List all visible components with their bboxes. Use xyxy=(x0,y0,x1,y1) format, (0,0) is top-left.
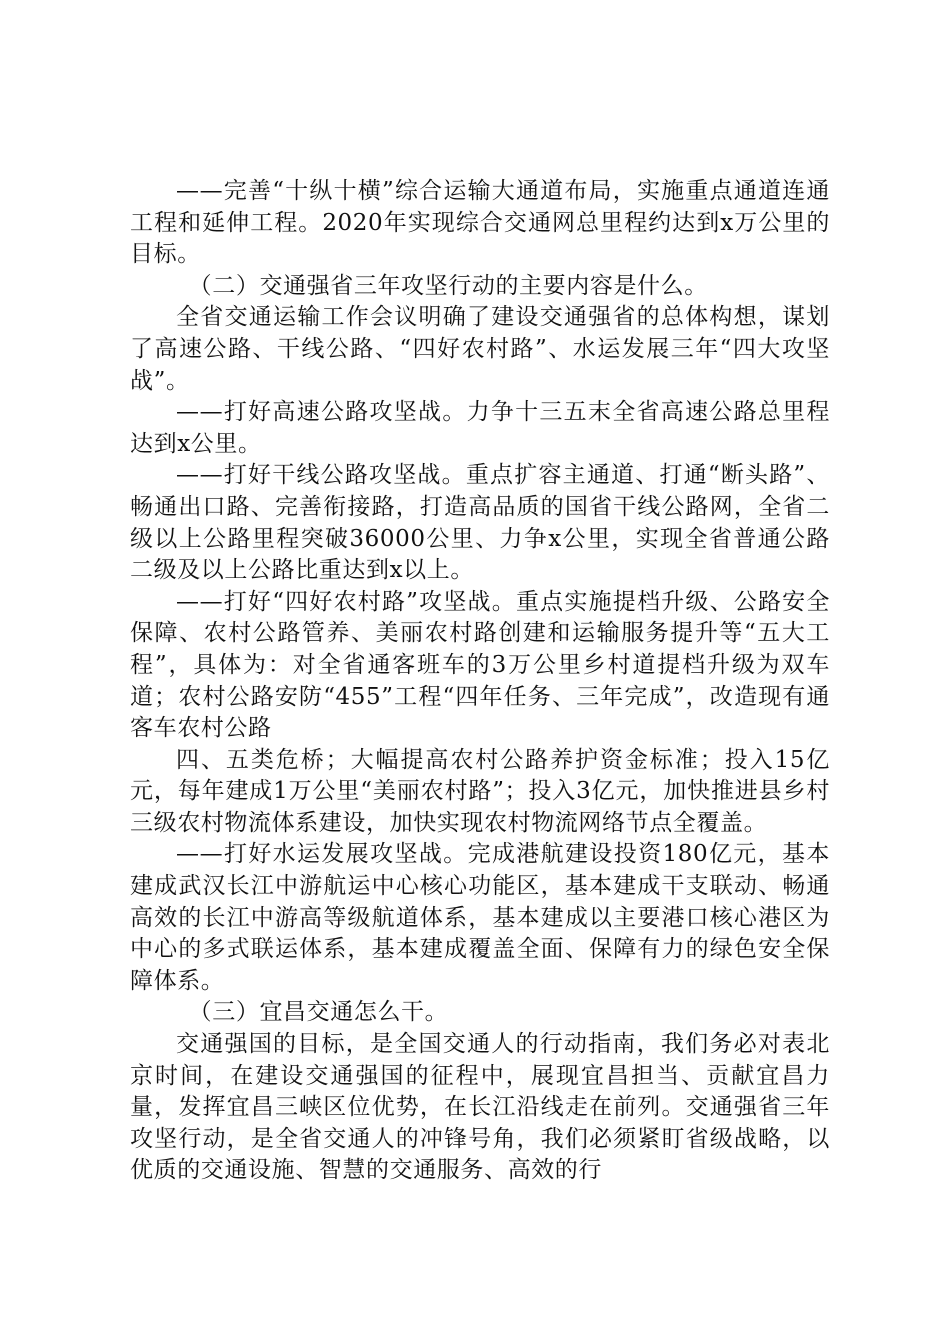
paragraph-yichang: 交通强国的目标，是全国交通人的行动指南，我们务必对表北京时间，在建设交通强国的征程中，展现宜昌担当、贡献宜昌力量，发挥宜昌三峡区位优势，在长江沿线走在前列。交通强省三年攻坚行动，是全省交通人的冲锋号角，我们必须紧盯省级战略，以优质的交通设施、智慧的交通服务、高效的行 xyxy=(130,1031,830,1184)
heading-section-two: （二）交通强省三年攻坚行动的主要内容是什么。 xyxy=(188,272,708,299)
paragraph-trunk-road: ——打好干线公路攻坚战。重点扩容主通道、打通“断头路”、畅通出口路、完善衔接路，打造高品质的国省干线公路网，全省二级以上公路里程突破36000公里、力争x公里，实现全省普通公路二级及以上公路比重达到x以上。 xyxy=(130,462,830,584)
paragraph-rural-road-continued: 四、五类危桥；大幅提高农村公路养护资金标准；投入15亿元，每年建成1万公里“美丽农村路”；投入3亿元，加快推进县乡村三级农村物流体系建设，加快实现农村物流网络节点全覆盖。 xyxy=(130,746,830,836)
paragraph-waterway: ——打好水运发展攻坚战。完成港航建设投资180亿元，基本建成武汉长江中游航运中心核心功能区，基本建成干支联动、畅通高效的长江中游高等级航道体系，基本建成以主要港口核心港区为中心的多式联运体系，基本建成覆盖全面、保障有力的绿色安全保障体系。 xyxy=(130,841,830,994)
paragraph-rural-road: ——打好“四好农村路”攻坚战。重点实施提档升级、公路安全保障、农村公路管养、美丽农村路创建和运输服务提升等“五大工程”，具体为：对全省通客班车的3万公里乡村道提档升级为双车道；农村公路安防“455”工程“四年任务、三年完成”，改造现有通客车农村公路 xyxy=(130,588,830,742)
paragraph-overall-plan: 全省交通运输工作会议明确了建设交通强省的总体构想，谋划了高速公路、干线公路、“四好农村路”、水运发展三年“四大攻坚战”。 xyxy=(130,304,830,394)
document-body xyxy=(130,176,830,1187)
heading-section-three: （三）宜昌交通怎么干。 xyxy=(188,999,449,1026)
paragraph-tonghe-layout: ——完善“十纵十横”综合运输大通道布局，实施重点通道连通工程和延伸工程。2020年实现综合交通网总里程约达到x万公里的目标。 xyxy=(130,178,830,268)
paragraph-expressway: ——打好高速公路攻坚战。力争十三五末全省高速公路总里程达到x公里。 xyxy=(130,399,830,457)
